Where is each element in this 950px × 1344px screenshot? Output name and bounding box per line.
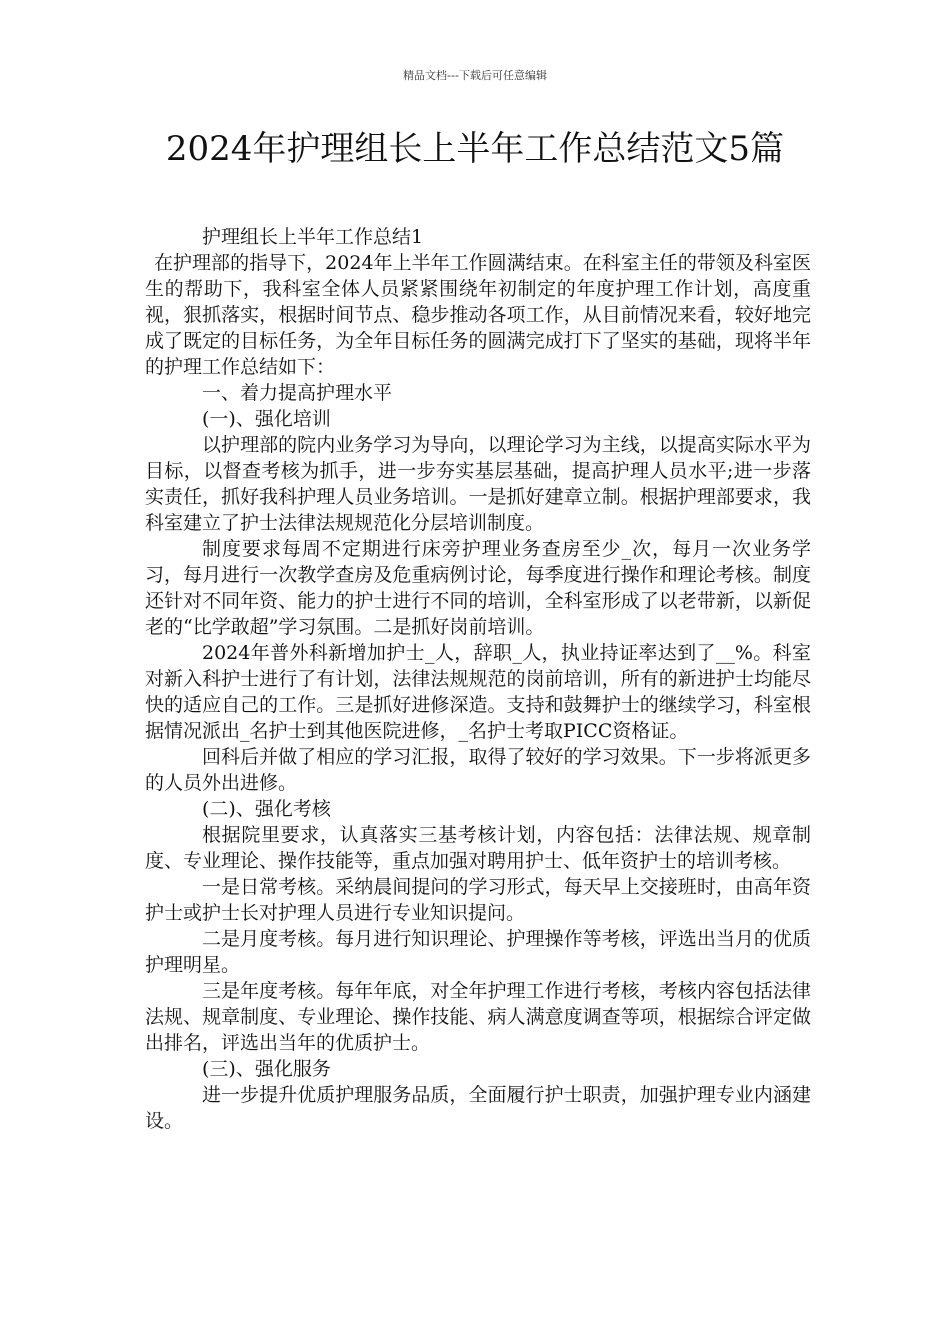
body-paragraph: 2024年普外科新增加护士_人，辞职_人，执业持证率达到了__%。科室对新入科护士进行了有计划，法律法规规范的岗前培训，所有的新进护士均能尽快的适应自己的工作。三是抓好进修深造。支持和鼓舞护士的继续学习，科室根据情况派出_名护士到其他医院进修，_名护士考取PICC资格证。 [145,642,811,742]
section-heading: 护理组长上半年工作总结1 [202,226,424,248]
body-paragraph: 根据院里要求，认真落实三基考核计划，内容包括：法律法规、规章制度、专业理论、操作技能等，重点加强对聘用护士、低年资护士的培训考核。 [145,824,811,872]
section-heading: 一、着力提高护理水平 [202,382,393,404]
body-paragraph: 三是年度考核。每年年底，对全年护理工作进行考核，考核内容包括法律法规、规章制度、专业理论、操作技能、病人满意度调查等项，根据综合评定做出排名，评选出当年的优质护士。 [145,980,811,1054]
subsection-heading: (三)、强化服务 [202,1058,331,1080]
body-paragraph: 二是月度考核。每月进行知识理论、护理操作等考核，评选出当月的优质护理明星。 [145,928,811,976]
body-paragraph: 在护理部的指导下，2024年上半年工作圆满结束。在科室主任的带领及科室医生的帮助下，我科室全体人员紧紧围绕年初制定的年度护理工作计划，高度重视，狠抓落实，根据时间节点、稳步推动各项工作，从目前情况来看，较好地完成了既定的目标任务，为全年目标任务的圆满完成打下了坚实的基础，现将半年的护理工作总结如下： [145,252,811,378]
body-paragraph: 进一步提升优质护理服务品质，全面履行护士职责，加强护理专业内涵建设。 [145,1084,811,1132]
page-header-note: 精品文档---下载后可任意编辑 [403,69,547,82]
body-paragraph: 制度要求每周不定期进行床旁护理业务查房至少_次，每月一次业务学习，每月进行一次教学查房及危重病例讨论，每季度进行操作和理论考核。制度还针对不同年资、能力的护士进行不同的培训，全科室形成了以老带新，以新促老的“比学敢超”学习氛围。二是抓好岗前培训。 [145,538,811,638]
subsection-heading: (二)、强化考核 [202,798,331,820]
body-paragraph: 一是日常考核。采纳晨间提问的学习形式，每天早上交接班时，由高年资护士或护士长对护理人员进行专业知识提问。 [145,876,811,924]
document-body [145,224,811,1134]
body-paragraph: 回科后并做了相应的学习汇报，取得了较好的学习效果。下一步将派更多的人员外出进修。 [145,746,811,794]
subsection-heading: (一)、强化培训 [202,408,331,430]
body-paragraph: 以护理部的院内业务学习为导向，以理论学习为主线，以提高实际水平为目标，以督查考核为抓手，进一步夯实基层基础，提高护理人员水平;进一步落实责任，抓好我科护理人员业务培训。一是抓好建章立制。根据护理部要求，我科室建立了护士法律法规规范化分层培训制度。 [145,434,811,534]
document-title: 2024年护理组长上半年工作总结范文5篇 [165,129,785,169]
